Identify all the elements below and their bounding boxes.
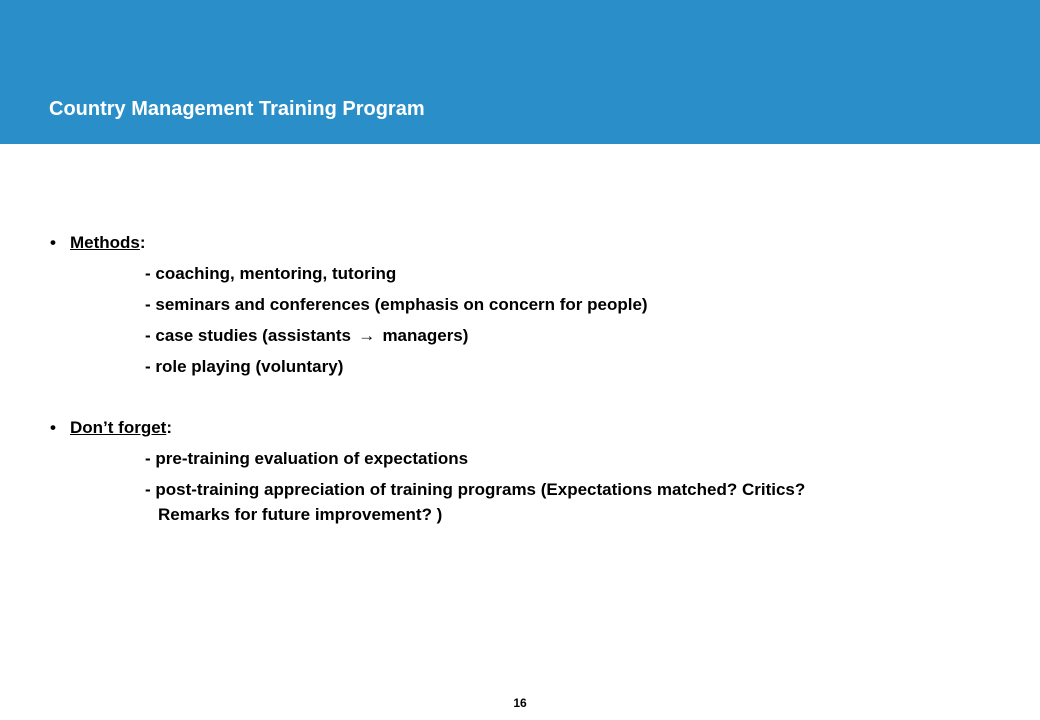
methods-item-coaching: - coaching, mentoring, tutoring bbox=[145, 264, 397, 283]
dont-forget-item-post-training: - post-training appreciation of training programs (Expectations matched? Critics? bbox=[145, 480, 806, 499]
methods-bullet-line bbox=[50, 233, 146, 253]
dont-forget-bullet-line bbox=[50, 418, 172, 438]
dont-forget-item-post-training-continuation: Remarks for future improvement? ) bbox=[158, 505, 443, 524]
right-arrow-icon: → bbox=[358, 326, 376, 345]
methods-item-role-playing: - role playing (voluntary) bbox=[145, 357, 344, 376]
dont-forget-colon: : bbox=[166, 418, 172, 437]
dont-forget-item-pre-training: - pre-training evaluation of expectations bbox=[145, 449, 469, 468]
methods-heading: Methods bbox=[70, 233, 140, 252]
methods-item-case-studies bbox=[145, 326, 468, 346]
slide-title: Country Management Training Program bbox=[49, 98, 425, 120]
bullet-icon: • bbox=[50, 233, 56, 252]
bullet-icon: • bbox=[50, 418, 56, 437]
case-studies-text-before: - case studies (assistants bbox=[145, 326, 356, 345]
methods-colon: : bbox=[139, 233, 146, 252]
case-studies-text-after: managers) bbox=[377, 326, 469, 345]
methods-item-seminars: - seminars and conferences (emphasis on concern for people) bbox=[145, 295, 648, 314]
dont-forget-heading: Don’t forget bbox=[70, 418, 167, 437]
page-number: 16 bbox=[513, 696, 527, 710]
